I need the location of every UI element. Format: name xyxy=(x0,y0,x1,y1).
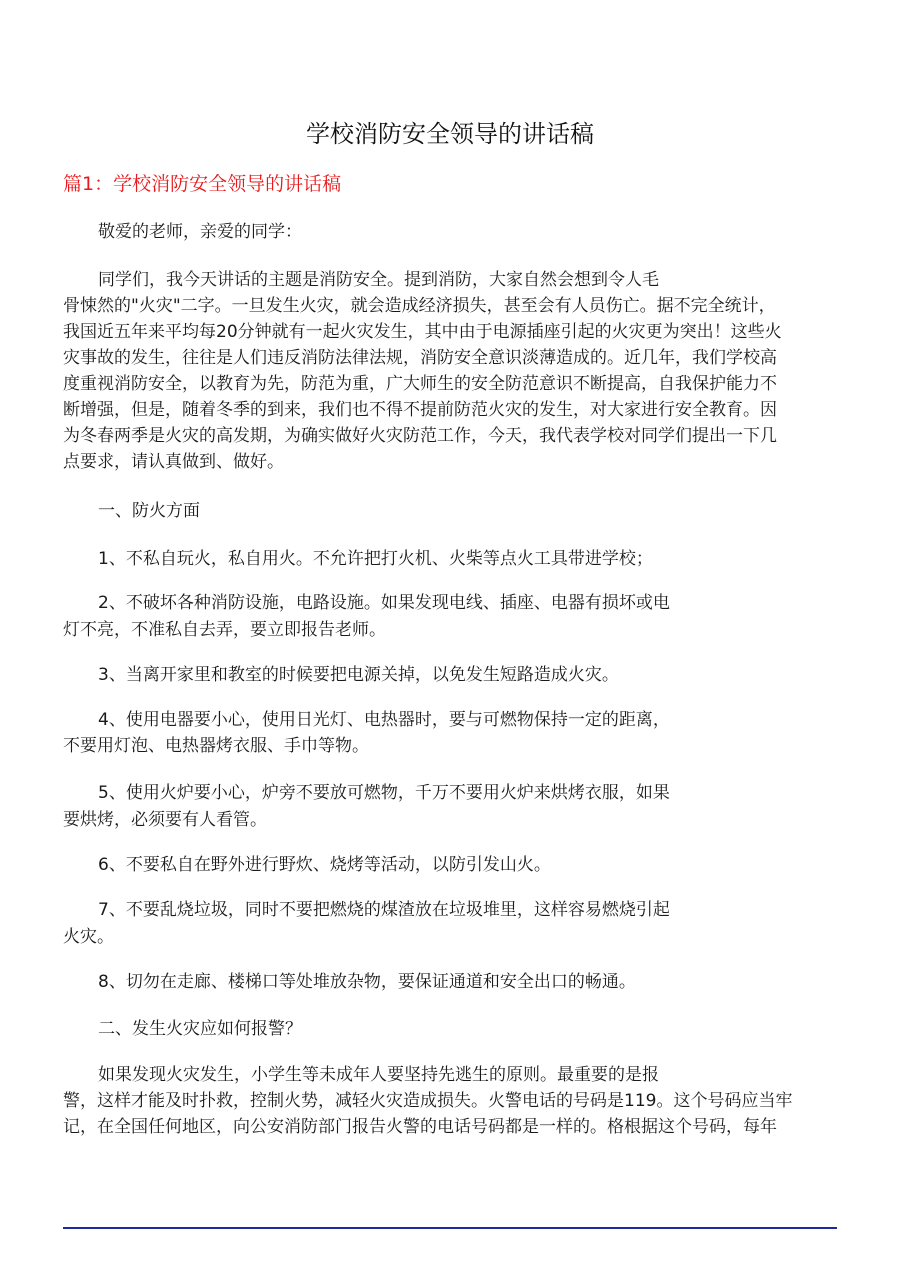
part1-heading: 一、防火方面 xyxy=(98,501,200,521)
document-title: 学校消防安全领导的讲话稿 xyxy=(306,120,594,148)
rule-item: 3、当离开家里和教室的时候要把电源关掉，以免发生短路造成火灾。 xyxy=(98,665,619,685)
text-line: 点要求，请认真做到、做好。 xyxy=(63,452,284,472)
rule-item: 2、不破坏各种消防设施，电路设施。如果发现电线、插座、电器有损坏或电 xyxy=(98,593,670,613)
rule-item: 5、使用火炉要小心，炉旁不要放可燃物，千万不要用火炉来烘烤衣服，如果 xyxy=(98,783,670,803)
text-line: 同学们，我今天讲话的主题是消防安全。提到消防，大家自然会想到令人毛 xyxy=(98,270,659,290)
text-line: 骨悚然的"火灾"二字。一旦发生火灾，就会造成经济损失，甚至会有人员伤亡。据不完全统计， xyxy=(63,296,776,316)
footer-divider xyxy=(63,1227,837,1229)
part2-heading: 二、发生火灾应如何报警？ xyxy=(98,1019,302,1039)
rule-item: 7、不要乱烧垃圾，同时不要把燃烧的煤渣放在垃圾堆里，这样容易燃烧引起 xyxy=(98,900,670,920)
text-line: 为冬春两季是火灾的高发期，为确实做好火灾防范工作，今天，我代表学校对同学们提出一下几 xyxy=(63,426,777,446)
text-line: 如果发现火灾发生，小学生等未成年人要坚持先逃生的原则。最重要的是报 xyxy=(98,1065,659,1085)
text-line: 我国近五年来平均每20分钟就有一起火灾发生，其中由于电源插座引起的火灾更为突出！这些火 xyxy=(63,322,782,342)
section-heading: 篇1：学校消防安全领导的讲话稿 xyxy=(63,173,342,195)
rule-item: 6、不要私自在野外进行野炊、烧烤等活动，以防引发山火。 xyxy=(98,855,551,875)
rule-item-cont: 灯不亮，不准私自去弄，要立即报告老师。 xyxy=(63,620,386,640)
rule-item-cont: 不要用灯泡、电热器烤衣服、手巾等物。 xyxy=(63,736,369,756)
rule-item-cont: 要烘烤，必须要有人看管。 xyxy=(63,810,267,830)
rule-item: 8、切勿在走廊、楼梯口等处堆放杂物，要保证通道和安全出口的畅通。 xyxy=(98,972,636,992)
text-line: 灾事故的发生，往往是人们违反消防法律法规，消防安全意识淡薄造成的。近几年，我们学校高 xyxy=(63,348,777,368)
text-line: 记，在全国任何地区，向公安消防部门报告火警的电话号码都是一样的。格根据这个号码，每年 xyxy=(63,1117,777,1137)
text-line: 警，这样才能及时扑救，控制火势，减轻火灾造成损失。火警电话的号码是119。这个号码应当牢 xyxy=(63,1091,793,1111)
rule-item: 4、使用电器要小心，使用日光灯、电热器时，要与可燃物保持一定的距离， xyxy=(98,710,670,730)
rule-item: 1、不私自玩火，私自用火。不允许把打火机、火柴等点火工具带进学校； xyxy=(98,549,653,569)
rule-item-cont: 火灾。 xyxy=(63,927,114,947)
greeting: 敬爱的老师，亲爱的同学： xyxy=(98,222,302,242)
text-line: 度重视消防安全，以教育为先，防范为重，广大师生的安全防范意识不断提高，自我保护能力不 xyxy=(63,374,777,394)
text-line: 断增强，但是，随着冬季的到来，我们也不得不提前防范火灾的发生，对大家进行安全教育。因 xyxy=(63,400,777,420)
